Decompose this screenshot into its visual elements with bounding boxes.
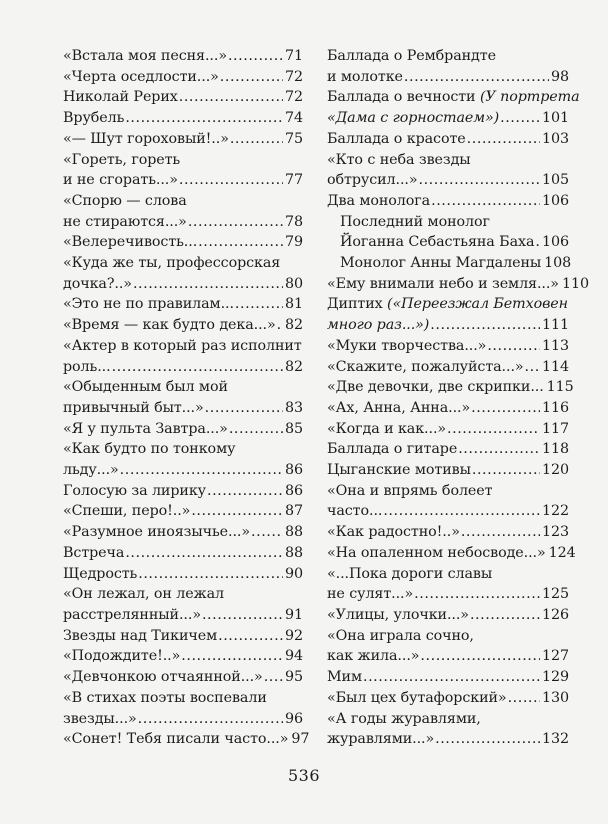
toc-title: «— Шут гороховый!..» (63, 130, 229, 147)
toc-page-number: 79 (285, 234, 303, 251)
toc-title: обтрусил...» (327, 172, 418, 189)
toc-row (340, 253, 572, 274)
toc-row (327, 646, 569, 667)
toc-leader-dots (125, 108, 283, 129)
toc-page-number: 71 (285, 48, 303, 64)
toc-page-number: 86 (285, 482, 303, 499)
toc-leader-dots (133, 274, 283, 295)
toc-page-number: 115 (546, 379, 574, 396)
toc-leader-dots (202, 605, 283, 626)
toc-row (327, 460, 569, 481)
toc-page-number: 87 (285, 503, 303, 520)
toc-title-line: «Она играла сочно, (327, 627, 474, 644)
toc-leader-dots (467, 129, 540, 150)
toc-title: «Скажите, пожалуйста...» (327, 358, 524, 375)
toc-title: «Черта оседлости...» (63, 68, 219, 85)
toc-leader-dots (228, 46, 283, 67)
toc-row (63, 170, 303, 191)
toc-title-line (327, 87, 580, 108)
toc-leader-dots (230, 129, 283, 150)
toc-leader-dots (508, 688, 540, 709)
toc-row (63, 709, 303, 730)
toc-entry (327, 460, 569, 481)
toc-leader-dots (198, 232, 283, 253)
toc-page-number: 77 (285, 172, 303, 189)
toc-leader-dots (472, 460, 540, 481)
toc-title: Встреча (63, 544, 125, 561)
toc-leader-dots (471, 398, 540, 419)
toc-page-number: 94 (285, 648, 303, 665)
toc-page-number: 95 (285, 669, 303, 686)
toc-row (327, 439, 569, 460)
page-number: 536 (287, 766, 321, 785)
toc-title-line: «Кто с неба звезды (327, 151, 471, 168)
toc-row (327, 377, 574, 398)
toc-page-number: 110 (561, 275, 589, 292)
toc-title: Щедрость (63, 565, 138, 582)
toc-row (63, 729, 310, 750)
toc-entry (327, 605, 569, 626)
toc-page-number: 101 (542, 110, 569, 127)
toc-entry (327, 709, 569, 750)
toc-row (327, 108, 569, 129)
toc-title: расстрелянный...» (63, 606, 201, 623)
toc-entry (327, 46, 569, 87)
toc-title: привычный быт...» (63, 399, 204, 416)
toc-title: Баллада о гитаре (327, 441, 458, 458)
toc-entry (63, 481, 303, 502)
toc-title: звезды...» (63, 710, 137, 727)
toc-entry (63, 522, 303, 543)
toc-title: «Сонет! Тебя писали часто...» (63, 731, 289, 748)
toc-title: дочка?..» (63, 275, 132, 292)
toc-row (63, 460, 303, 481)
toc-title: журавлями...» (327, 731, 435, 748)
toc-entry (63, 150, 303, 191)
toc-title: не стираются...» (63, 213, 187, 230)
toc-entry (63, 564, 303, 585)
toc-entry (63, 439, 303, 480)
toc-title: Йоганна Себастьяна Баха (340, 234, 535, 251)
toc-page-number: 88 (285, 524, 303, 541)
toc-entry (63, 46, 303, 67)
toc-entry (63, 253, 303, 294)
toc-entry (327, 212, 569, 253)
toc-title: Голосую за лирику (63, 482, 206, 499)
toc-leader-dots (500, 108, 540, 129)
toc-page-number: 127 (542, 648, 569, 665)
toc-subtitle: (У портрета (479, 89, 580, 106)
toc-title-line: «Гореть, гореть (63, 151, 181, 168)
toc-entry (63, 646, 303, 667)
toc-entry (327, 294, 569, 335)
toc-leader-dots (435, 729, 540, 750)
toc-page-number: 98 (551, 68, 569, 85)
toc-entry (327, 191, 569, 212)
toc-title-line: «...Пока дороги славы (327, 565, 493, 582)
toc-page-number: 90 (285, 565, 303, 582)
toc-leader-dots (264, 667, 283, 688)
toc-entry (63, 543, 303, 564)
toc-leader-dots (419, 170, 541, 191)
toc-entry (63, 67, 303, 88)
toc-leader-dots (125, 543, 283, 564)
toc-page-number: 118 (542, 441, 569, 458)
toc-title: Баллада о красоте (327, 130, 466, 147)
toc-title-line: «А годы журавлями, (327, 710, 481, 727)
toc-entry (63, 501, 303, 522)
toc-leader-dots (251, 522, 283, 543)
toc-row (327, 667, 569, 688)
toc-page-number: 130 (542, 689, 569, 706)
toc-entry (327, 87, 580, 128)
toc-title: «Ему внимали небо и земля...» (327, 275, 559, 292)
toc-title: и не сгорать...» (63, 172, 178, 189)
toc-title-line: «Обыденным был мой (63, 379, 228, 396)
toc-row (63, 481, 303, 502)
toc-title: часто... (327, 503, 383, 520)
toc-leader-dots (461, 522, 540, 543)
toc-title: Врубель (63, 110, 125, 127)
toc-leader-dots (458, 439, 540, 460)
toc-entry (327, 357, 569, 378)
toc-entry (327, 253, 572, 274)
toc-page-number: 91 (285, 606, 303, 623)
toc-page-number: 126 (542, 606, 569, 623)
toc-leader-dots (404, 67, 549, 88)
toc-row (327, 274, 589, 295)
toc-entry (327, 439, 569, 460)
toc-entry (327, 150, 569, 191)
toc-title: как жила...» (327, 648, 420, 665)
toc-row (327, 543, 576, 564)
toc-leader-dots (112, 357, 283, 378)
toc-title-line: Последний монолог (340, 213, 490, 230)
toc-entry (327, 543, 576, 564)
toc-entry (63, 87, 303, 108)
toc-row (327, 584, 569, 605)
toc-row (327, 605, 569, 626)
toc-row (63, 522, 303, 543)
toc-title: «На опаленном небосводе...» (327, 544, 546, 561)
toc-entry (327, 336, 569, 357)
toc-leader-dots (420, 646, 540, 667)
toc-page-number: 97 (291, 731, 310, 748)
toc-page-number: 80 (285, 275, 303, 292)
toc-title: «Велеречивость... (63, 234, 198, 251)
toc-leader-dots (220, 67, 283, 88)
toc-page-number: 122 (542, 503, 569, 520)
toc-subtitle: («Переезжал Бетховен (387, 296, 568, 313)
toc-title: Диптих (327, 296, 383, 313)
toc-entry (63, 688, 303, 729)
toc-entry (327, 564, 569, 605)
toc-entry (63, 729, 310, 750)
toc-row (63, 667, 303, 688)
toc-right-column (327, 46, 589, 750)
toc-entry (327, 688, 569, 709)
toc-entry (327, 274, 589, 295)
toc-page-number: 85 (285, 420, 303, 437)
toc-leader-dots (470, 605, 540, 626)
toc-leader-dots (414, 584, 540, 605)
toc-title: Монолог Анны Магдалены (340, 255, 542, 272)
toc-title: «Как радостно!..» (327, 524, 460, 541)
toc-row (63, 294, 303, 315)
toc-row (63, 274, 303, 295)
toc-row (63, 108, 303, 129)
toc-entry (63, 232, 303, 253)
toc-title: «Подождите!..» (63, 648, 181, 665)
toc-leader-dots (120, 460, 283, 481)
toc-leader-dots (218, 626, 283, 647)
toc-page-number: 74 (285, 110, 303, 127)
toc-page-number: 117 (542, 420, 569, 437)
toc-leader-dots (525, 357, 540, 378)
toc-leader-dots (363, 667, 540, 688)
toc-page-number: 120 (542, 462, 569, 479)
toc-entry (327, 377, 574, 398)
toc-row (327, 688, 569, 709)
toc-row (63, 543, 303, 564)
toc-row (327, 191, 569, 212)
toc-page-number: 78 (285, 213, 303, 230)
toc-entry (327, 398, 569, 419)
toc-subtitle: много раз...») (327, 317, 430, 334)
toc-title: «Время — как будто дека...» (63, 317, 276, 334)
toc-entry (63, 315, 303, 336)
toc-title: «Спеши, перо!..» (63, 503, 191, 520)
toc-title-line: «Она и впрямь болеет (327, 482, 493, 499)
toc-row (63, 357, 303, 378)
toc-leader-dots (431, 191, 540, 212)
toc-title: «Девчонкою отчаянной...» (63, 669, 263, 686)
toc-title: Два монолога (327, 192, 431, 209)
toc-leader-dots (535, 232, 540, 253)
toc-page-number: 108 (544, 255, 572, 272)
toc-title: «Был цех бутафорский» (327, 689, 507, 706)
toc-title: Цыганские мотивы (327, 462, 471, 479)
toc-entry (63, 129, 303, 150)
toc-entry (327, 481, 569, 522)
toc-leader-dots (191, 501, 283, 522)
toc-leader-dots (188, 212, 283, 233)
toc-page-number: 81 (285, 296, 303, 313)
toc-row (63, 419, 303, 440)
toc-title-line: «Актер в который раз исполнит (63, 337, 302, 354)
toc-left-column (63, 46, 310, 750)
toc-row (327, 129, 569, 150)
toc-page-number: 106 (542, 192, 569, 209)
toc-page-number: 111 (542, 317, 569, 334)
toc-page-number: 125 (542, 586, 569, 603)
toc-page-number: 72 (285, 89, 303, 106)
toc-row (63, 564, 303, 585)
toc-title: «Когда и как...» (327, 420, 447, 437)
toc-leader-dots (383, 501, 540, 522)
toc-page-number: 83 (285, 399, 303, 416)
toc-row (63, 501, 303, 522)
toc-leader-dots (179, 170, 283, 191)
toc-leader-dots (179, 87, 283, 108)
toc-page-number: 105 (542, 172, 569, 189)
toc-leader-dots (277, 315, 283, 336)
toc-row (63, 626, 303, 647)
toc-leader-dots (229, 419, 283, 440)
toc-row (63, 46, 303, 67)
toc-page-number: 92 (285, 627, 303, 644)
toc-title: Николай Рерих (63, 89, 178, 106)
toc-row (327, 419, 569, 440)
toc-leader-dots (207, 481, 283, 502)
toc-row (63, 87, 303, 108)
toc-leader-dots (138, 564, 283, 585)
toc-row (327, 522, 569, 543)
toc-title-line: «В стихах поэты воспевали (63, 689, 267, 706)
toc-row (63, 129, 303, 150)
toc-page-number: 72 (285, 68, 303, 85)
toc-page-number: 116 (542, 399, 569, 416)
toc-page-number: 106 (542, 234, 569, 251)
toc-title: Звезды над Тикичем (63, 627, 218, 644)
toc-title: «Две девочки, две скрипки... (327, 379, 544, 396)
toc-page-number: 88 (285, 544, 303, 561)
toc-subtitle: «Дама с горностаем») (327, 110, 500, 127)
toc-entry (327, 419, 569, 440)
toc-page-number: 124 (548, 544, 576, 561)
toc-leader-dots (138, 709, 283, 730)
toc-page-number: 113 (542, 337, 569, 354)
toc-entry (327, 626, 569, 667)
toc-row (63, 67, 303, 88)
toc-title-line: Баллада о Рембрандте (327, 48, 496, 64)
toc-title-line: «Спорю — слова (63, 192, 187, 209)
toc-entry (63, 336, 303, 377)
toc-entry (63, 294, 303, 315)
toc-page-number: 123 (542, 524, 569, 541)
toc-row (327, 315, 569, 336)
toc-entry (63, 191, 303, 232)
toc-row (327, 501, 569, 522)
toc-title: льду...» (63, 462, 119, 479)
toc-page-number: 82 (285, 358, 303, 375)
toc-entry (63, 108, 303, 129)
toc-title: «Улицы, улочки...» (327, 606, 469, 623)
toc-leader-dots (205, 398, 283, 419)
toc-row (327, 336, 569, 357)
toc-page-number: 129 (542, 669, 569, 686)
toc-page-number: 103 (542, 130, 569, 147)
toc-page-number: 86 (285, 462, 303, 479)
toc-entry (63, 419, 303, 440)
toc-leader-dots (181, 646, 283, 667)
toc-entry (327, 129, 569, 150)
toc-page-number: 82 (285, 317, 303, 334)
toc-row (63, 646, 303, 667)
toc-title: «Встала моя песня...» (63, 48, 227, 64)
toc-entry (327, 522, 569, 543)
toc-row (327, 170, 569, 191)
toc-title: «Это не по правилам... (63, 296, 234, 313)
toc-row (63, 315, 303, 336)
toc-title: Мим (327, 669, 362, 686)
toc-row (63, 212, 303, 233)
toc-leader-dots (447, 419, 540, 440)
toc-page-number: 75 (285, 130, 303, 147)
toc-entry (63, 667, 303, 688)
toc-page-number: 114 (542, 358, 569, 375)
toc-row (63, 605, 303, 626)
toc-row (63, 398, 303, 419)
toc-title: роль... (63, 358, 111, 375)
toc-entry (63, 626, 303, 647)
toc-leader-dots (487, 336, 540, 357)
toc-title: Баллада о вечности (327, 89, 476, 106)
toc-title: «Ах, Анна, Анна...» (327, 399, 471, 416)
toc-entry (63, 584, 303, 625)
toc-row (327, 357, 569, 378)
toc-page-number: 96 (285, 710, 303, 727)
toc-row (327, 729, 569, 750)
toc-leader-dots (235, 294, 283, 315)
toc-title-line (327, 294, 569, 315)
toc-entry (327, 667, 569, 688)
toc-title-line: «Как будто по тонкому (63, 441, 236, 458)
toc-row (327, 398, 569, 419)
toc-title: «Я у пульта Завтра...» (63, 420, 228, 437)
toc-row (63, 232, 303, 253)
toc-title: «Муки творчества...» (327, 337, 487, 354)
toc-row (327, 67, 569, 88)
toc-row (340, 232, 569, 253)
toc-title-line: «Куда же ты, профессорская (63, 255, 281, 272)
toc-page-number: 132 (542, 731, 569, 748)
toc-title: и молотке (327, 68, 403, 85)
toc-title: не сулят...» (327, 586, 414, 603)
toc-leader-dots (430, 315, 540, 336)
toc-title: «Разумное иноязычье...» (63, 524, 251, 541)
toc-title-line: «Он лежал, он лежал (63, 586, 225, 603)
toc-entry (63, 377, 303, 418)
